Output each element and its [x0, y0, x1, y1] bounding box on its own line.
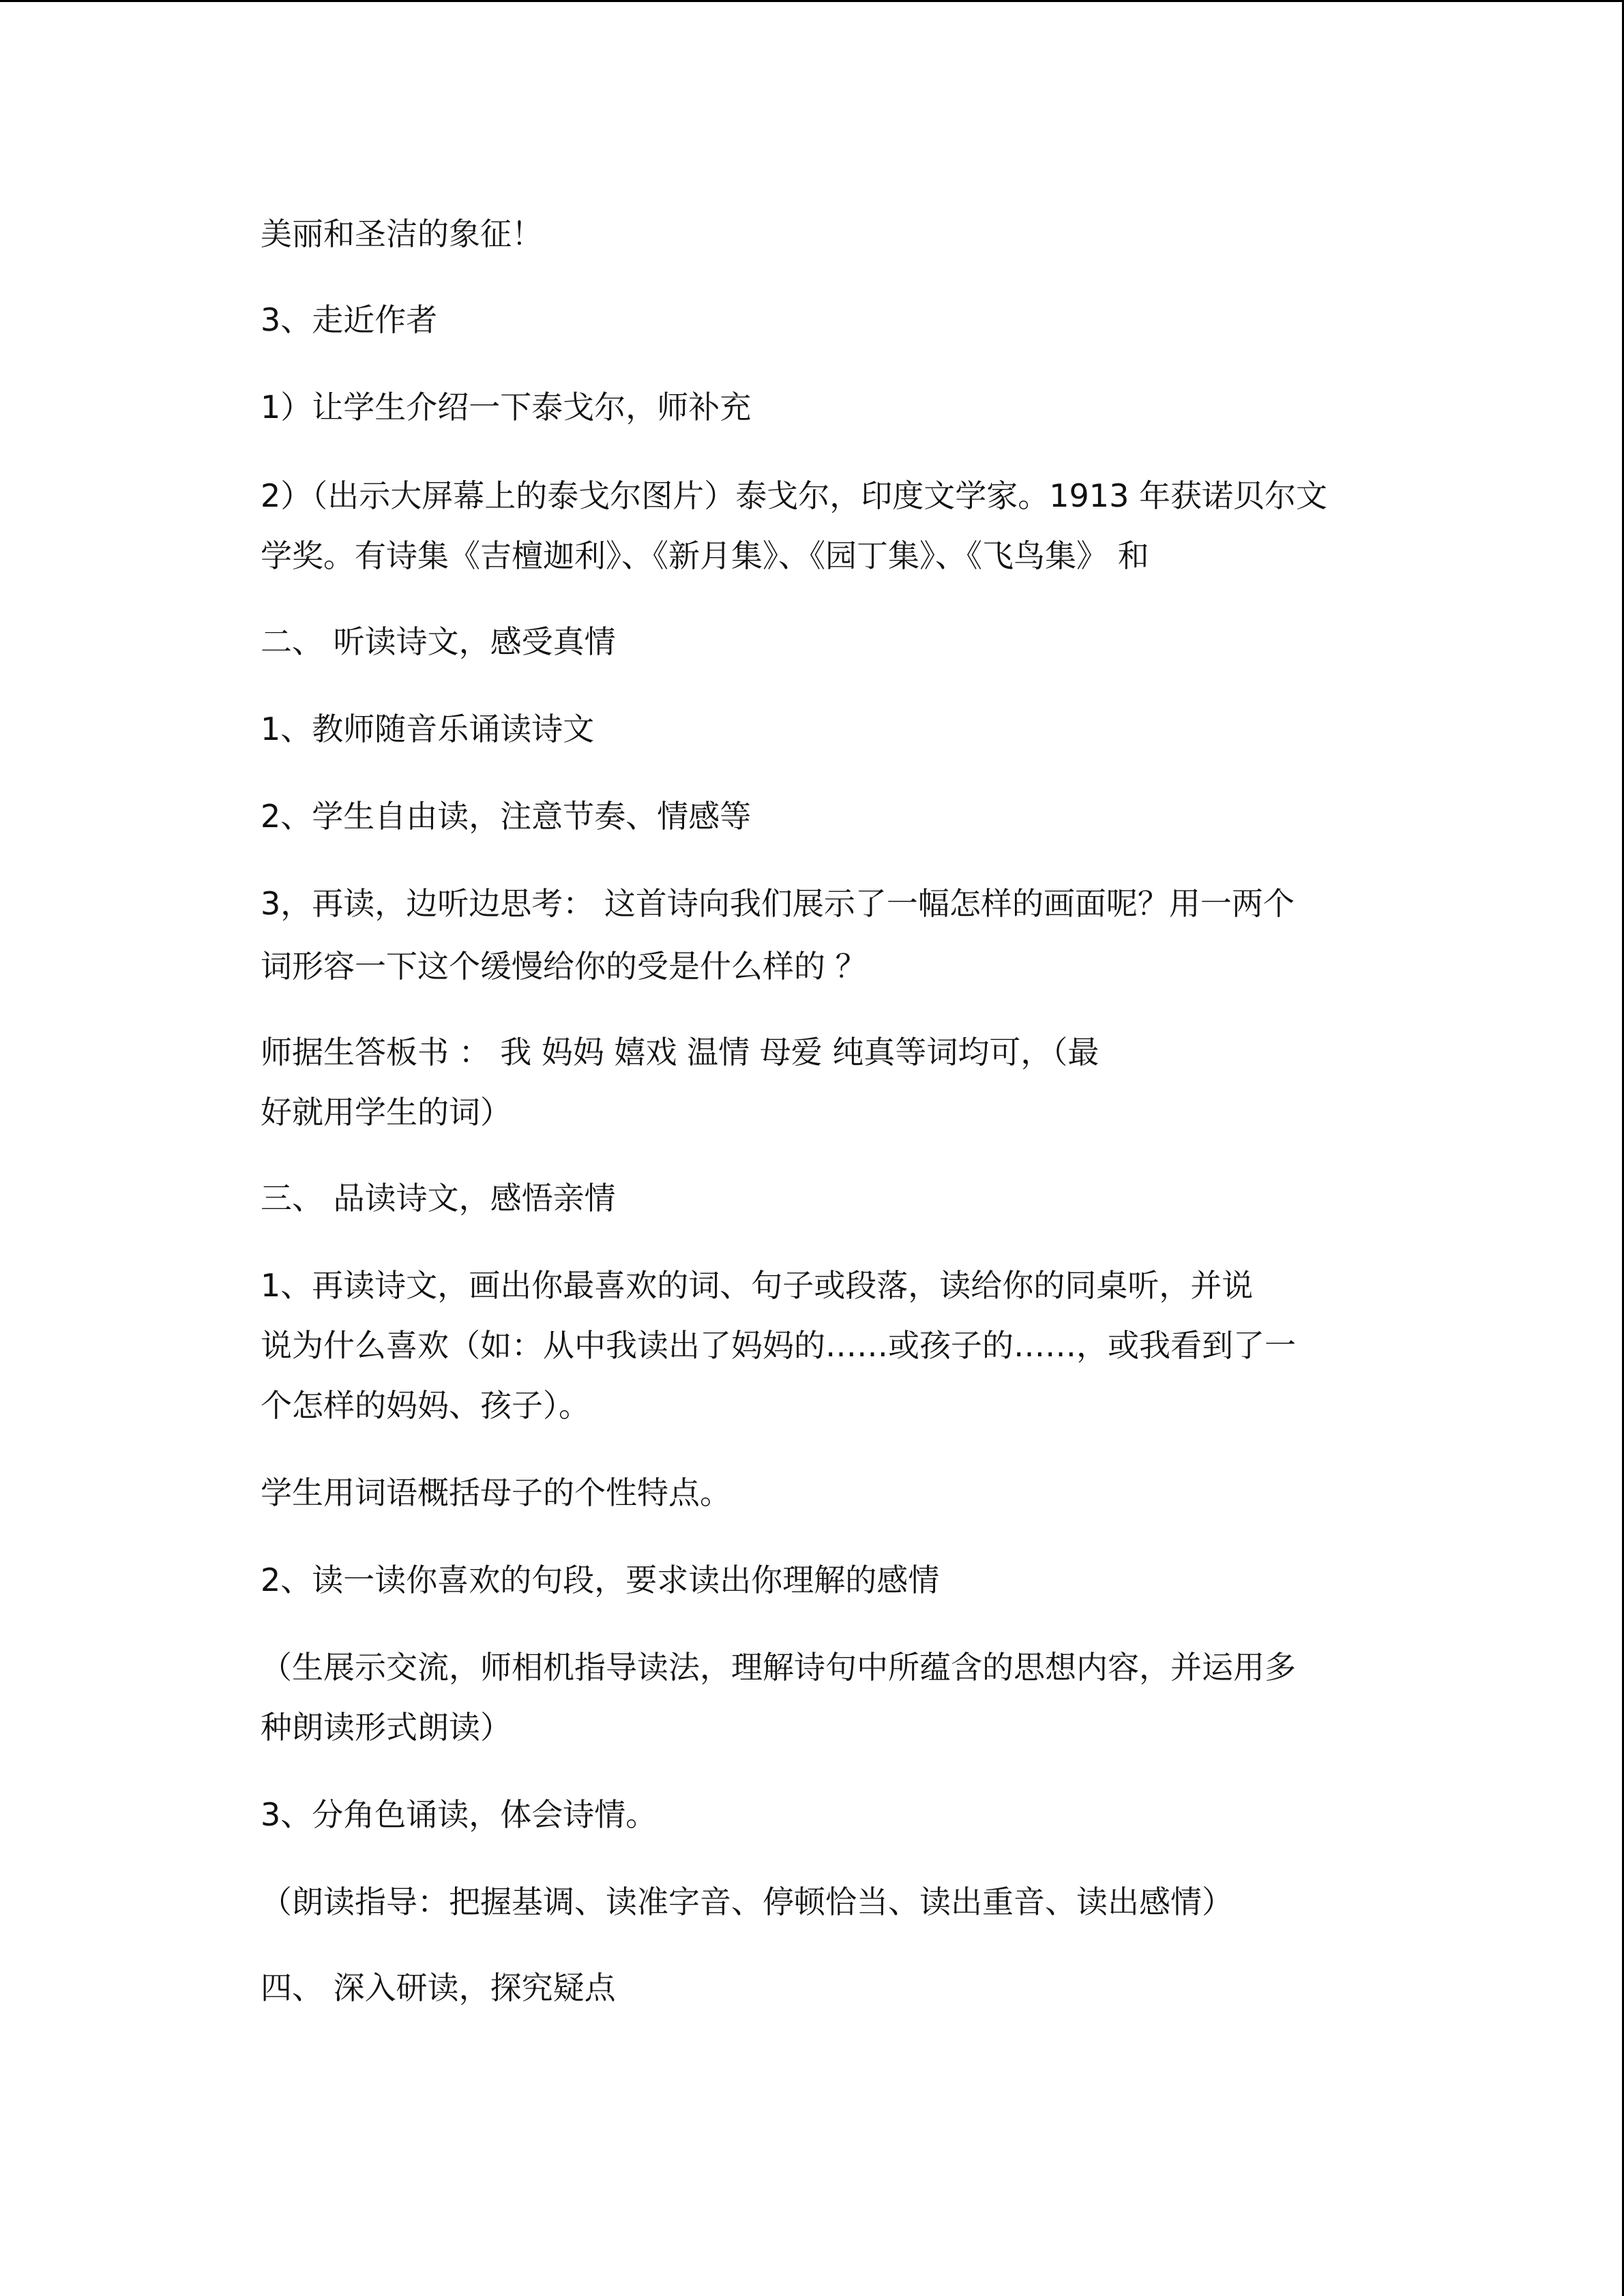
text-line-3: 1）让学生介绍一下泰戈尔，师补充: [261, 389, 752, 426]
text-line-11: 师据生答板书 ： 我 妈妈 嬉戏 温情 母爱 纯真等词均可，（最: [261, 1034, 1099, 1071]
text-line-1: 美丽和圣洁的象征！: [261, 215, 543, 252]
text-line-19: （生展示交流，师相机指导读法，理解诗句中所蕴含的思想内容，并运用多: [261, 1649, 1296, 1686]
text-line-21: 3、分角色诵读，体会诗情。: [261, 1796, 658, 1833]
text-line-8: 2、学生自由读，注意节奏、情感等: [261, 798, 752, 835]
text-line-20: 种朗读形式朗读）: [261, 1709, 512, 1746]
text-line-14: 1、再读诗文，画出你最喜欢的词、句子或段落，读给你的同桌听，并说: [261, 1267, 1254, 1304]
text-line-9: 3，再读，边听边思考： 这首诗向我们展示了一幅怎样的画面呢？用一两个: [261, 885, 1295, 922]
section-heading-4: 四、 深入研读，探究疑点: [261, 1969, 616, 2006]
section-heading-3: 3、走近作者: [261, 301, 438, 338]
text-line-10: 词形容一下这个缓慢给你的受是什么样的 ？: [261, 948, 867, 985]
text-line-22: （朗读指导：把握基调、读准字音、停顿恰当、读出重音、读出感情）: [261, 1883, 1233, 1920]
text-line-15: 说为什么喜欢（如：从中我读出了妈妈的……或孩子的……，或我看到了一: [261, 1327, 1296, 1364]
text-line-5: 学奖。有诗集《吉檀迦利》、《新月集》、《园丁集》、《飞鸟集》 和: [261, 537, 1149, 574]
text-line-17: 学生用词语概括母子的个性特点。: [261, 1474, 731, 1511]
section-heading-2: 二、 听读诗文，感受真情: [261, 623, 616, 660]
text-line-4: 2）（出示大屏幕上的泰戈尔图片）泰戈尔，印度文学家。1913 年获诺贝尔文: [261, 477, 1327, 514]
section-heading-3b: 三、 品读诗文，感悟亲情: [261, 1180, 616, 1217]
text-line-18: 2、读一读你喜欢的句段，要求读出你理解的感情: [261, 1562, 940, 1598]
text-line-7: 1、教师随音乐诵读诗文: [261, 711, 595, 747]
text-line-12: 好就用学生的词）: [261, 1094, 512, 1131]
text-line-16: 个怎样的妈妈、孩子）。: [261, 1387, 590, 1424]
